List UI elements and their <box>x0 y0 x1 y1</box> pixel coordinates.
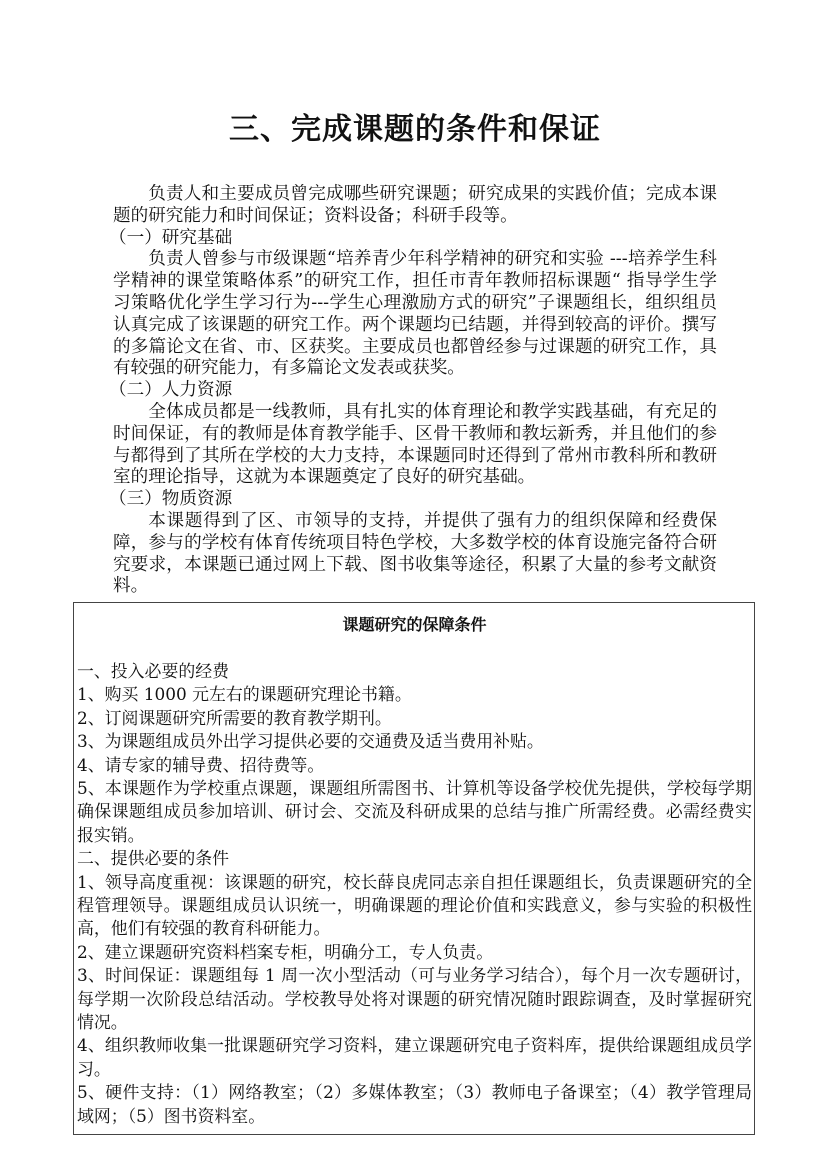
box-line: 5、本课题作为学校重点课题，课题组所需图书、计算机等设备学校优先提供，学校每学期确保课题组成员参加培训、研讨会、交流及科研成果的总结与推广所需经费。必需经费实报实销。 <box>77 777 752 845</box>
section-paragraph: 全体成员都是一线教师，具有扎实的体育理论和教学实践基础，有充足的时间保证，有的教师是体育教学能手、区骨干教师和教坛新秀，并且他们的参与都得到了其所在学校的大力支持，本课题同时还得到了常州市教科所和教研室的理论指导，这就为本课题奠定了良好的研究基础。 <box>113 401 717 488</box>
section-heading: （一）研究基础 <box>109 227 233 248</box>
box-line: 5、硬件支持：（1）网络教室；（2）多媒体教室；（3）教师电子备课室；（4）教学管理局域网；（5）图书资料室。 <box>77 1082 752 1126</box>
section-heading: （三）物质资源 <box>109 489 233 510</box>
box-line: 3、为课题组成员外出学习提供必要的交通费及适当费用补贴。 <box>77 731 544 752</box>
page-title: 三、完成课题的条件和保证 <box>229 112 601 147</box>
intro-paragraph: 负责人和主要成员曾完成哪些研究课题；研究成果的实践价值；完成本课题的研究能力和时间保证；资料设备；科研手段等。 <box>113 184 717 226</box>
section-heading: （二）人力资源 <box>109 380 233 401</box>
box-line: 4、组织教师收集一批课题研究学习资料，建立课题研究电子资料库，提供给课题组成员学习。 <box>77 1035 752 1079</box>
box-line: 3、时间保证：课题组每 1 周一次小型活动（可与业务学习结合），每个月一次专题研讨，每学期一次阶段总结活动。学校教导处将对课题的研究情况随时跟踪调查，及时掌握研究情况。 <box>77 965 752 1033</box>
box-title: 课题研究的保障条件 <box>342 615 487 635</box>
box-line: 二、提供必要的条件 <box>77 848 230 869</box>
box-line: 4、请专家的辅导费、招待费等。 <box>77 754 325 775</box>
section-paragraph: 本课题得到了区、市领导的支持，并提供了强有力的组织保障和经费保障，参与的学校有体育传统项目特色学校，大多数学校的体育设施完备符合研究要求，本课题已通过网上下载、图书收集等途径，积累了大量的参考文献资料。 <box>113 510 717 597</box>
page-content <box>0 184 830 1135</box>
box-line: 1、购买 1000 元左右的课题研究理论书籍。 <box>77 684 412 705</box>
box-line: 1、领导高度重视：该课题的研究，校长薛良虎同志亲自担任课题组长，负责课题研究的全程管理领导。课题组成员认识统一，明确课题的理论价值和实践意义，参与实验的积极性高，他们有较强的教育科研能力。 <box>77 871 752 939</box>
section-paragraph: 负责人曾参与市级课题“培养青少年科学精神的研究和实验 ---培养学生科学精神的课堂策略体系”的研究工作，担任市青年教师招标课题“ 指导学生学习策略优化学生学习行为---学生心理激励方式的研究”子课题组长，组织组员认真完成了该课题的研究工作。两个课题均已结题，并得到较高的评价。撰写的多篇论文在省、市、区获奖。主要成员也都曾经参与过课题的研究工作，具有较强的研究能力，有多篇论文发表或获奖。 <box>113 249 717 379</box>
box-line: 2、建立课题研究资料档案专柜，明确分工，专人负责。 <box>77 941 494 962</box>
box-line: 2、订阅课题研究所需要的教育教学期刊。 <box>77 707 392 728</box>
box-line: 一、投入必要的经费 <box>77 660 230 681</box>
document-body <box>109 184 717 598</box>
guarantee-conditions-box <box>73 602 755 1135</box>
